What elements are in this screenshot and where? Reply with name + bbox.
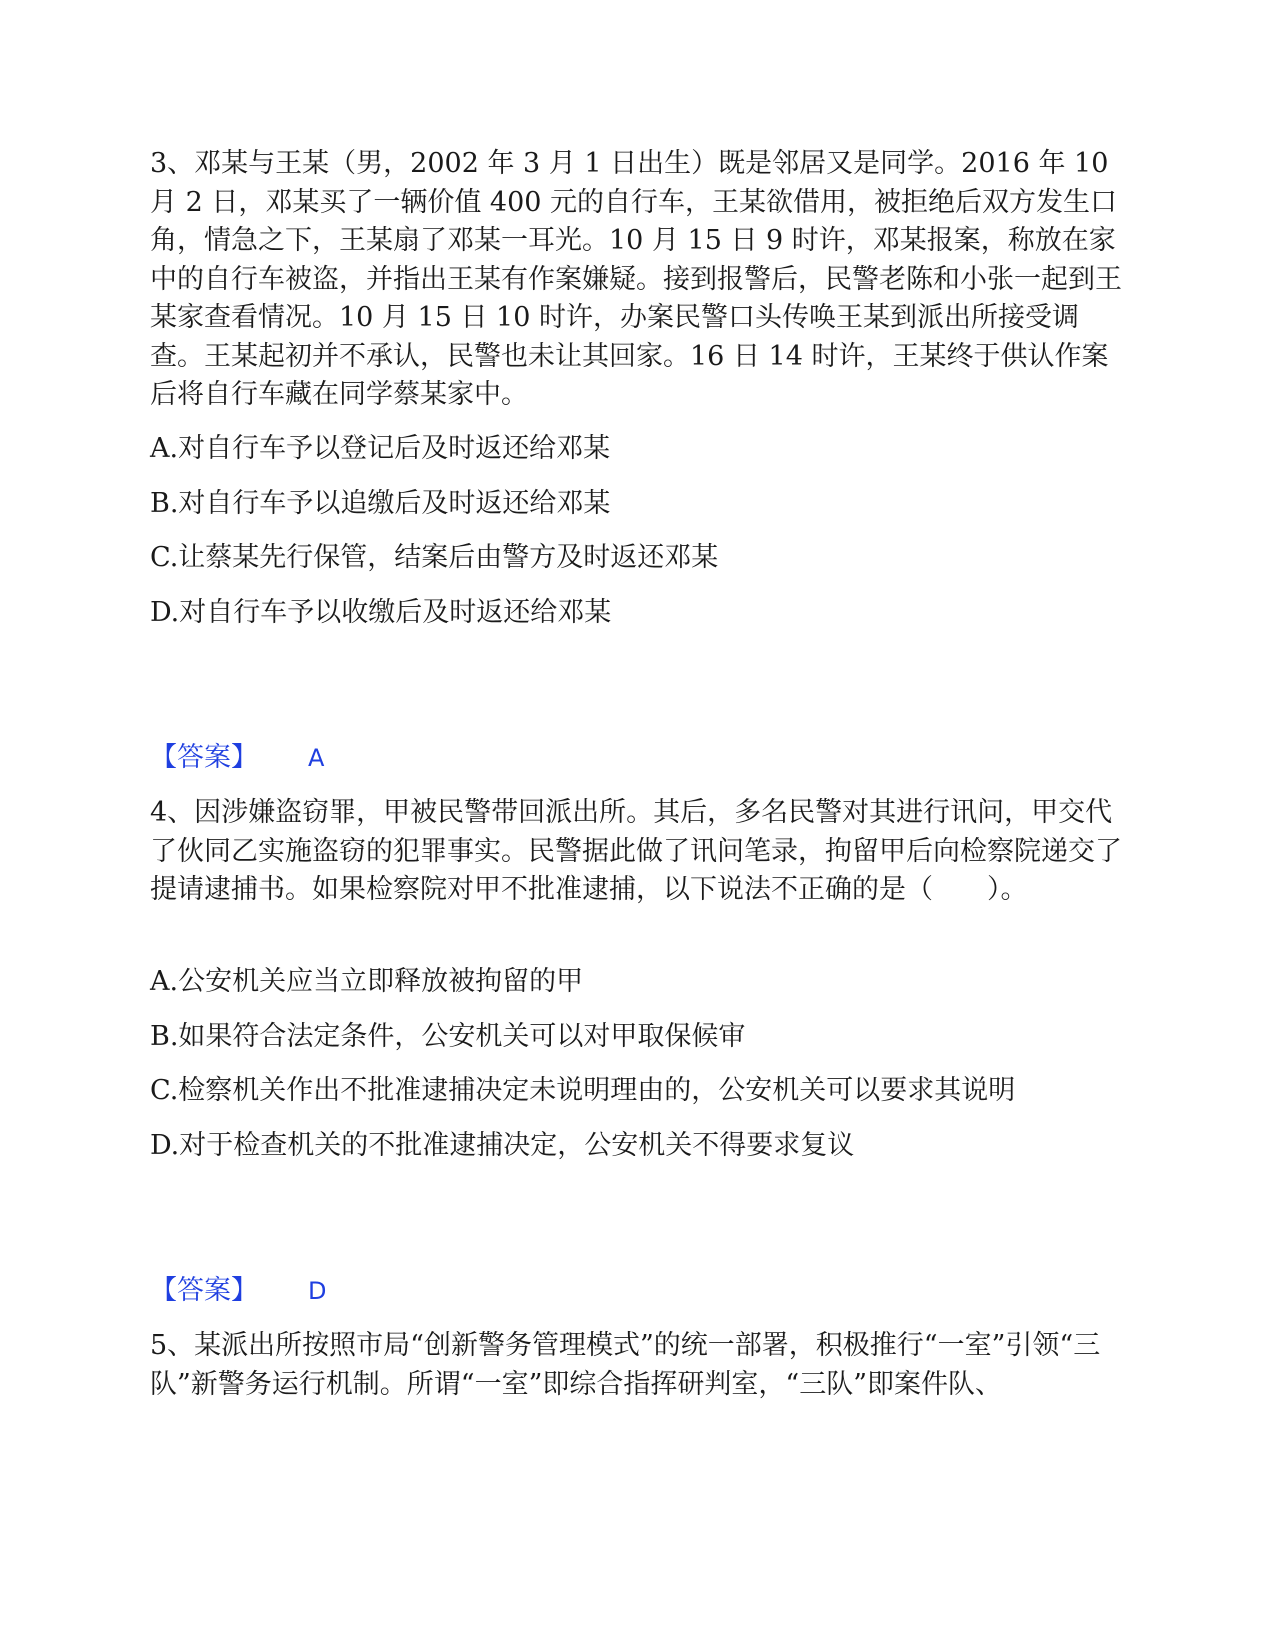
question-3 [150, 145, 1125, 415]
question-4-option-d-row [150, 1128, 1125, 1164]
question-3-option-c-row [150, 540, 1125, 576]
question-3-option-c: C.让蔡某先行保管，结案后由警方及时返还邓某 [150, 542, 719, 573]
question-4-answer [150, 1273, 1125, 1309]
answer-label: 【答案】 [150, 742, 258, 773]
question-3-options [150, 431, 1125, 467]
question-4-option-b: B.如果符合法定条件，公安机关可以对甲取保候审 [150, 1021, 746, 1052]
question-5 [150, 1327, 1125, 1404]
question-3-option-b-row [150, 486, 1125, 522]
answer-value: A [308, 744, 325, 772]
question-4-option-c: C.检察机关作出不批准逮捕决定未说明理由的，公安机关可以要求其说明 [150, 1075, 1016, 1106]
question-5-stem: 5、某派出所按照市局“创新警务管理模式”的统一部署，积极推行“一室”引领“三队”新警务运行机制。所谓“一室”即综合指挥研判室，“三队”即案件队、 [150, 1330, 1101, 1400]
question-4-option-c-row [150, 1073, 1125, 1109]
answer-label: 【答案】 [150, 1275, 258, 1306]
question-4-option-a-row [150, 964, 1125, 1000]
question-4 [150, 794, 1125, 910]
question-4-option-b-row [150, 1019, 1125, 1055]
answer-value: D [308, 1277, 327, 1305]
question-3-option-d-row [150, 595, 1125, 631]
question-4-option-d: D.对于检查机关的不批准逮捕决定，公安机关不得要求复议 [150, 1130, 855, 1161]
question-4-stem: 4、因涉嫌盗窃罪，甲被民警带回派出所。其后，多名民警对其进行讯问，甲交代了伙同乙实施盗窃的犯罪事实。民警据此做了讯问笔录，拘留甲后向检察院递交了提请逮捕书。如果检察院对甲不批准逮捕，以下说法不正确的是（ ）。 [150, 797, 1122, 905]
question-3-option-d: D.对自行车予以收缴后及时返还给邓某 [150, 597, 612, 628]
question-3-option-a: A.对自行车予以登记后及时返还给邓某 [150, 433, 611, 464]
question-3-answer [150, 740, 1125, 776]
question-3-stem: 3、邓某与王某（男，2002 年 3 月 1 日出生）既是邻居又是同学。2016 年 10 月 2 日，邓某买了一辆价值 400 元的自行车，王某欲借用，被拒绝后双方发生口角，情急之下，王某扇了邓某一耳光。10 月 15 日 9 时许，邓某报案，称放在家中的自行车被盗，并指出王某有作案嫌疑。接到报警后，民警老陈和小张一起到王某家查看情况。10 月 15 日 10 时许，办案民警口头传唤王某到派出所接受调查。王某起初并不承认，民警也未让其回家。16 日 14 时许，王某终于供认作案后将自行车藏在同学蔡某家中。 [150, 148, 1122, 410]
question-3-option-b: B.对自行车予以追缴后及时返还给邓某 [150, 488, 611, 519]
question-4-option-a: A.公安机关应当立即释放被拘留的甲 [150, 966, 584, 997]
